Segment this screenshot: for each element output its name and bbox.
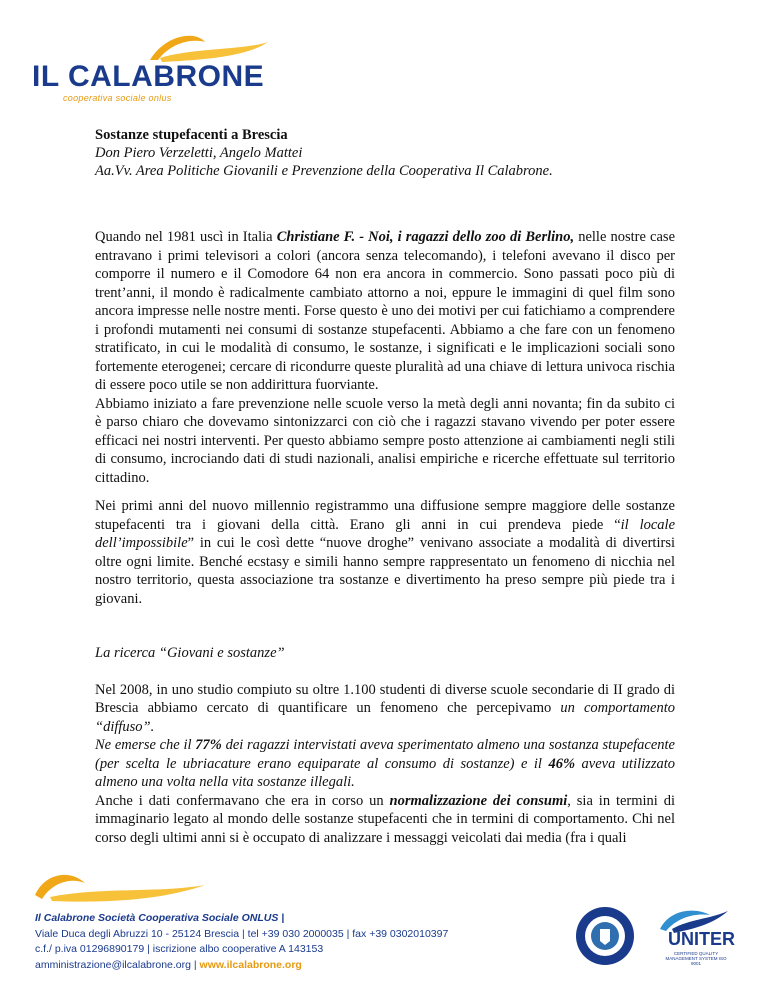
p1-text: Quando nel 1981 uscì in Italia bbox=[95, 229, 277, 245]
document-area: Aa.Vv. Area Politiche Giovanili e Prevenzione della Cooperativa Il Calabrone. bbox=[95, 163, 553, 179]
stat-46: 46% bbox=[548, 755, 576, 772]
footer-email-line bbox=[35, 958, 448, 974]
document-title: Sostanze stupefacenti a Brescia bbox=[95, 127, 288, 143]
uniter-logo bbox=[650, 905, 734, 967]
p1-text-cont: nelle nostre case entravano i primi televisori a colori (ancora senza telecomando), i telefoni avevano il disco per comporre il numero e il Comodore 64 non era ancora in commercio. Sono passati poco più di trent’anni, il mondo è radicalmente cambiato attorno a noi, eppure le immagini di quel film sono ancora impresse nelle nostre menti. Forse questo è uno dei motivi per cui fatichiamo a comprendere i profondi mutamenti nei consumi di sostanze stupefacenti. Abbiamo a che fare con un fenomeno stratificato, in cui le modalità di consumo, le sostanze, i significati e le implicazioni sociali sono fortemente eterogenei; cercare di ricondurre queste pluralità ad una chiave di lettura univoca rischia di essere poco utile se non addirittura fuorviante. bbox=[95, 229, 676, 393]
uniter-name: UNITER bbox=[668, 929, 735, 949]
document-header bbox=[95, 126, 553, 180]
paragraph-3 bbox=[95, 497, 675, 608]
stat-77: 77% bbox=[195, 737, 222, 753]
paragraph-1 bbox=[95, 228, 675, 395]
footer-fiscal: c.f./ p.iva 01296890179 | iscrizione albo cooperative A 143153 bbox=[35, 943, 324, 955]
footer-org: Il Calabrone Società Cooperativa Sociale ONLUS | bbox=[35, 912, 285, 924]
p5-text-end: aveva utilizzato almeno una volta nella vita sostanze illegali. bbox=[95, 755, 675, 790]
paragraph-5 bbox=[95, 736, 675, 792]
paragraph-4 bbox=[95, 681, 675, 737]
accredia-seal-icon bbox=[574, 905, 636, 967]
footer-website-link[interactable]: www.ilcalabrone.org bbox=[199, 958, 302, 971]
p4-text: Nel 2008, in uno studio compiuto su oltre 1.100 studenti di diverse scuole secondarie di II grado di Brescia abbiamo cercato di quantificare un fenomeno che percepivamo bbox=[95, 681, 675, 716]
p6-bold-italic: normalizzazione dei consumi bbox=[389, 792, 568, 809]
footer-contact bbox=[35, 911, 448, 973]
footer-address: Viale Duca degli Abruzzi 10 - 25124 Brescia | tel +39 030 2000035 | fax +39 0302010397 bbox=[35, 927, 449, 940]
document-body bbox=[95, 228, 675, 847]
p6-text: Anche i dati confermavano che era in corso un bbox=[95, 792, 390, 809]
spacer bbox=[95, 608, 675, 644]
accredia-logo bbox=[574, 905, 636, 967]
p3-text-cont: ” in cui le così dette “nuove droghe” venivano associate a modalità di divertirsi oltre ogni limite. Benché ecstasy e simili hanno sempre rappresentato un fenomeno di nicchia nel nostro territorio, questa associazione tra sostanze e divertimento ha preso sempre più piede tra i giovani. bbox=[95, 535, 675, 607]
section-title: La ricerca “Giovani e sostanze” bbox=[95, 645, 285, 661]
uniter-subtitle: CERTIFIED QUALITY MANAGEMENT SYSTEM ISO 9001 bbox=[665, 951, 727, 966]
p5-text-cont: dei ragazzi intervistati aveva sperimentato almeno una sostanza stupefacente (per scelta le ubriacature erano equiparate al consumo di sostanze) e il bbox=[95, 737, 675, 772]
logo-text: IL CALABRONE bbox=[32, 60, 265, 93]
page-footer bbox=[0, 865, 768, 994]
footer-swoosh-icon bbox=[30, 865, 210, 909]
p5-text: Ne emerse che il bbox=[95, 737, 196, 753]
company-logo bbox=[30, 30, 270, 102]
p6-text-cont: , sia in termini di immaginario legato al mondo delle sostanze stupefacenti che in termini di comportamento. Chi nel corso degli ultimi anni si è occupato di analizzare i messaggi veicolati dai media (fra i quali bbox=[95, 792, 675, 846]
footer-email: amministrazione@ilcalabrone.org | bbox=[35, 958, 200, 971]
document-authors: Don Piero Verzeletti, Angelo Mattei bbox=[95, 145, 303, 161]
p3-text: Nei primi anni del nuovo millennio registrammo una diffusione sempre maggiore delle sostanze stupefacenti tra i giovani della città. Erano gli anni in cui prendeva piede “ bbox=[95, 498, 675, 533]
p3-italic: il locale dell’impossibile bbox=[95, 516, 676, 551]
p4-italic: un comportamento “diffuso”. bbox=[95, 700, 675, 735]
paragraph-6 bbox=[95, 792, 675, 848]
logo-subtitle: cooperativa sociale onlus bbox=[63, 93, 172, 103]
paragraph-2: Abbiamo iniziato a fare prevenzione nelle scuole verso la metà degli anni novanta; fin da subito ci è parso chiaro che dovevamo sintonizzarci con ciò che i ragazzi stavano vivendo per poter essere efficaci nei nostri interventi. Per questo abbiamo sempre posto attenzione ai cambiamenti negli stili di consumo, incrociando dati di studi nazionali, analisi empiriche e ricerche effettuate sul territorio cittadino. bbox=[95, 395, 675, 486]
film-title: Christiane F. - Noi, i ragazzi dello zoo di Berlino, bbox=[276, 229, 575, 245]
